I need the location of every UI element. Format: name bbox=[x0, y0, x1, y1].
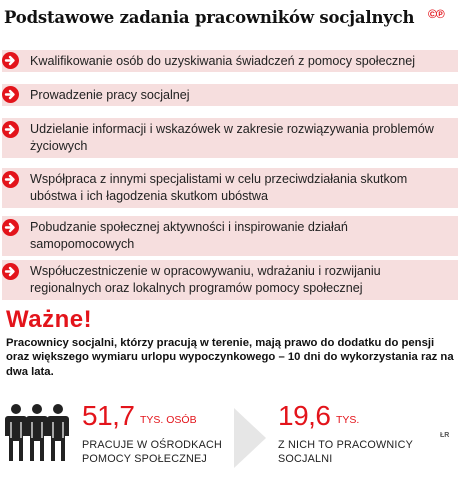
total-workers-value: 51,7 bbox=[82, 400, 135, 431]
arrow-right-icon bbox=[2, 219, 19, 236]
list-item bbox=[2, 50, 458, 72]
people-icon bbox=[2, 402, 72, 469]
important-text: Pracownicy socjalni, którzy pracują w terenie, mają prawo do dodatku do pensji oraz większego wymiaru urlopu wypoczynkowego – 10 dni do wykorzystania raz na dwa lata. bbox=[6, 337, 454, 378]
list-item bbox=[2, 260, 458, 300]
page-title: Podstawowe zadania pracowników socjalnych bbox=[4, 8, 415, 27]
task-text: Kwalifikowanie osób do uzyskiwania świadczeń z pomocy społecznej bbox=[30, 54, 416, 68]
arrow-right-icon bbox=[2, 121, 19, 138]
social-workers-label: Z NICH TO PRACOWNICY SOCJALNI bbox=[278, 439, 413, 465]
social-workers-unit: TYS. bbox=[336, 414, 360, 426]
publisher-logo: ©℗ bbox=[428, 7, 444, 21]
social-workers-value: 19,6 bbox=[278, 400, 331, 431]
stats-section bbox=[0, 398, 460, 480]
list-item bbox=[2, 84, 458, 106]
list-item bbox=[2, 216, 458, 256]
arrow-right-icon bbox=[2, 52, 19, 69]
important-heading: Ważne! bbox=[6, 306, 93, 333]
chevron-right-icon bbox=[232, 406, 270, 475]
task-text: Pobudzanie społecznej aktywności i inspirowanie działań samopomocowych bbox=[30, 220, 348, 251]
task-text: Współuczestniczenie w opracowywaniu, wdrażaniu i rozwijaniu regionalnych oraz lokalnych programów pomocy społecznej bbox=[30, 264, 381, 295]
arrow-right-icon bbox=[2, 263, 19, 280]
author-credit: ŁR bbox=[440, 432, 450, 439]
arrow-right-icon bbox=[2, 86, 19, 103]
arrow-right-icon bbox=[2, 171, 19, 188]
task-text: Prowadzenie pracy socjalnej bbox=[30, 88, 190, 102]
task-text: Współpraca z innymi specjalistami w celu przeciwdziałania skutkom ubóstwa i ich łagodzenia skutkom ubóstwa bbox=[30, 172, 408, 203]
list-item bbox=[2, 118, 458, 158]
total-workers-unit: TYS. OSÓB bbox=[140, 414, 197, 426]
total-workers-label: PRACUJE W OŚRODKACH POMOCY SPOŁECZNEJ bbox=[82, 439, 222, 465]
list-item bbox=[2, 168, 458, 208]
task-text: Udzielanie informacji i wskazówek w zakresie rozwiązywania problemów życiowych bbox=[30, 122, 434, 153]
